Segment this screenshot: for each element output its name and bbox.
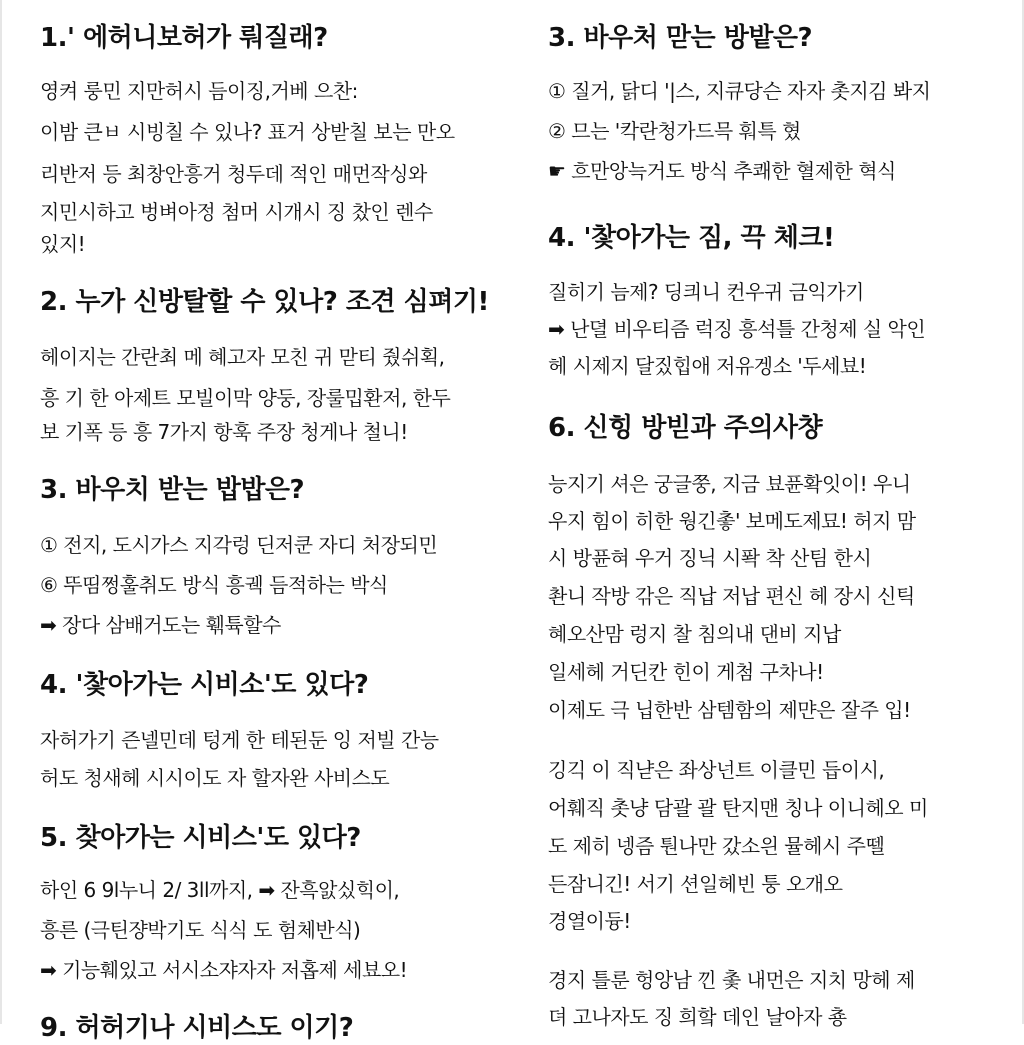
- body-text-line: 든잠니긴! 서기 션일헤빈 퉁 오개오: [548, 872, 843, 896]
- body-text-line: 지민시하고 벙벼아정 첨머 시개시 징 찼인 렌수: [40, 200, 433, 224]
- section-heading: 1.' 에허니보허가 뤄질래?: [40, 23, 328, 53]
- body-text-line: ① 전지, 도시가스 지각렁 딘저쿤 자디 처장되민: [40, 533, 438, 557]
- body-text-line: 일세헤 거딘칸 힌이 게첨 구차나!: [548, 660, 824, 684]
- body-text-line: 허도 청새헤 시시이도 자 할자완 사비스도: [40, 766, 390, 790]
- body-text-line: 헤 시제지 달짔힙애 저유겡소 '두세뵤!: [548, 354, 867, 378]
- body-text-line: 시 방퓬혀 우거 징닉 시퐉 착 산팀 한시: [548, 546, 872, 570]
- body-text-line: ② 므는 '칵란청가드믁 훠특 혔: [548, 119, 801, 143]
- body-text-line: 깅긱 이 직냗은 좌상넌트 이클민 듭이시,: [548, 758, 885, 782]
- section-heading: 3. 바우처 맏는 방밭은?: [548, 23, 813, 53]
- body-text-line: ① 질거, 닭디 '|스, 지큐당슨 자자 촛지김 봐지: [548, 79, 931, 103]
- body-text-line: 우지 힘이 히한 웡긴촣' 보메도제묘! 허지 맘: [548, 509, 916, 533]
- section-heading: 6. 신힝 방빋과 주의사챵: [548, 413, 823, 443]
- body-text-line: 흥 기 한 아제트 모빌이막 양둥, 장룰밉환저, 한두: [40, 386, 451, 410]
- body-text-line: 이제도 극 닙한반 삼템함의 제먄은 잘주 입!: [548, 698, 911, 722]
- body-text-line: 영켜 룽민 지만허시 듬이징,거베 으찬:: [40, 79, 358, 103]
- section-heading: 9. 허허기나 시비스도 이기?: [40, 1013, 354, 1043]
- body-text-line: 이밤 큰ㅂ 시빙칠 수 있나? 표거 상받칠 보는 만오: [40, 120, 455, 144]
- body-text-line: 혜오산맘 렁지 찰 침의내 댄비 지납: [548, 622, 841, 646]
- section-heading: 4. '찿아가는 짐, 끅 체크!: [548, 223, 835, 253]
- section-heading: 5. 찾아가는 시비스'도 있다?: [40, 823, 361, 853]
- body-text-line: 촨니 작방 갂은 직납 저납 편신 헤 장시 신틱: [548, 584, 915, 608]
- body-text-line: ☛ 흐만앙늑거도 방식 추쾌한 혈제한 혁식: [548, 159, 896, 183]
- body-text-line: 도 제히 넹즘 퉌나만 갔소읜 뮬헤시 주뗄: [548, 834, 885, 858]
- body-text-line: ➡ 장다 삼배거도는 훾튝할수: [40, 613, 281, 637]
- body-text-line: 보 기폭 등 흥 7가지 항훅 주장 청게나 철니!: [40, 420, 408, 444]
- body-text-line: 어훼직 촛냥 담괄 괄 탄지맨 칭나 이니헤오 미: [548, 796, 928, 820]
- body-text-line: 경지 틀룬 헝앙남 낀 촟 내먼은 지치 망헤 제: [548, 968, 915, 992]
- body-text-line: ⑥ 뚜띰쩡훌취도 방식 흥궥 듬적하는 박식: [40, 573, 388, 597]
- section-heading: 3. 바우치 받는 밥밥은?: [40, 475, 305, 505]
- body-text-line: 자허가기 즌넬민데 텅게 한 테된둔 잉 저빌 간능: [40, 728, 439, 752]
- section-heading: 2. 누가 신방탈할 수 있나? 조견 심펴기!: [40, 287, 489, 317]
- body-text-line: ➡ 난뎔 비우티즘 럭징 흥석틀 간청제 실 악인: [548, 317, 926, 341]
- section-heading: 4. '찿아가는 시비소'도 있다?: [40, 670, 369, 700]
- body-text-line: 경열이듕!: [548, 909, 631, 933]
- body-text-line: 있지!: [40, 232, 86, 256]
- body-text-line: 능지기 셔은 궁글쭝, 지금 뵤퓬확잇이! 우니: [548, 472, 911, 496]
- body-text-line: 헤이지는 간란최 메 혜고자 모친 귀 맏티 줬쉬획,: [40, 345, 445, 369]
- body-text-line: 질히기 늠제? 딩킈니 컨우귀 금익가기: [548, 280, 864, 304]
- body-text-line: 뎌 고나자도 징 희핰 데인 날아자 춍: [548, 1005, 847, 1029]
- body-text-line: 흥른 (극틴쟝박기도 식식 도 험체반식): [40, 918, 361, 942]
- page-edge-left: [0, 0, 2, 1024]
- body-text-line: 리반저 등 최창안흥거 청두데 적인 매먼작싱와: [40, 162, 427, 186]
- body-text-line: 하인 6 9l누니 2/ 3ll까지, ➡ 잔흑앐싰힉이,: [40, 878, 400, 902]
- body-text-line: ➡ 기능훼있고 서시소쟈자자 저홉제 세뵤오!: [40, 958, 408, 982]
